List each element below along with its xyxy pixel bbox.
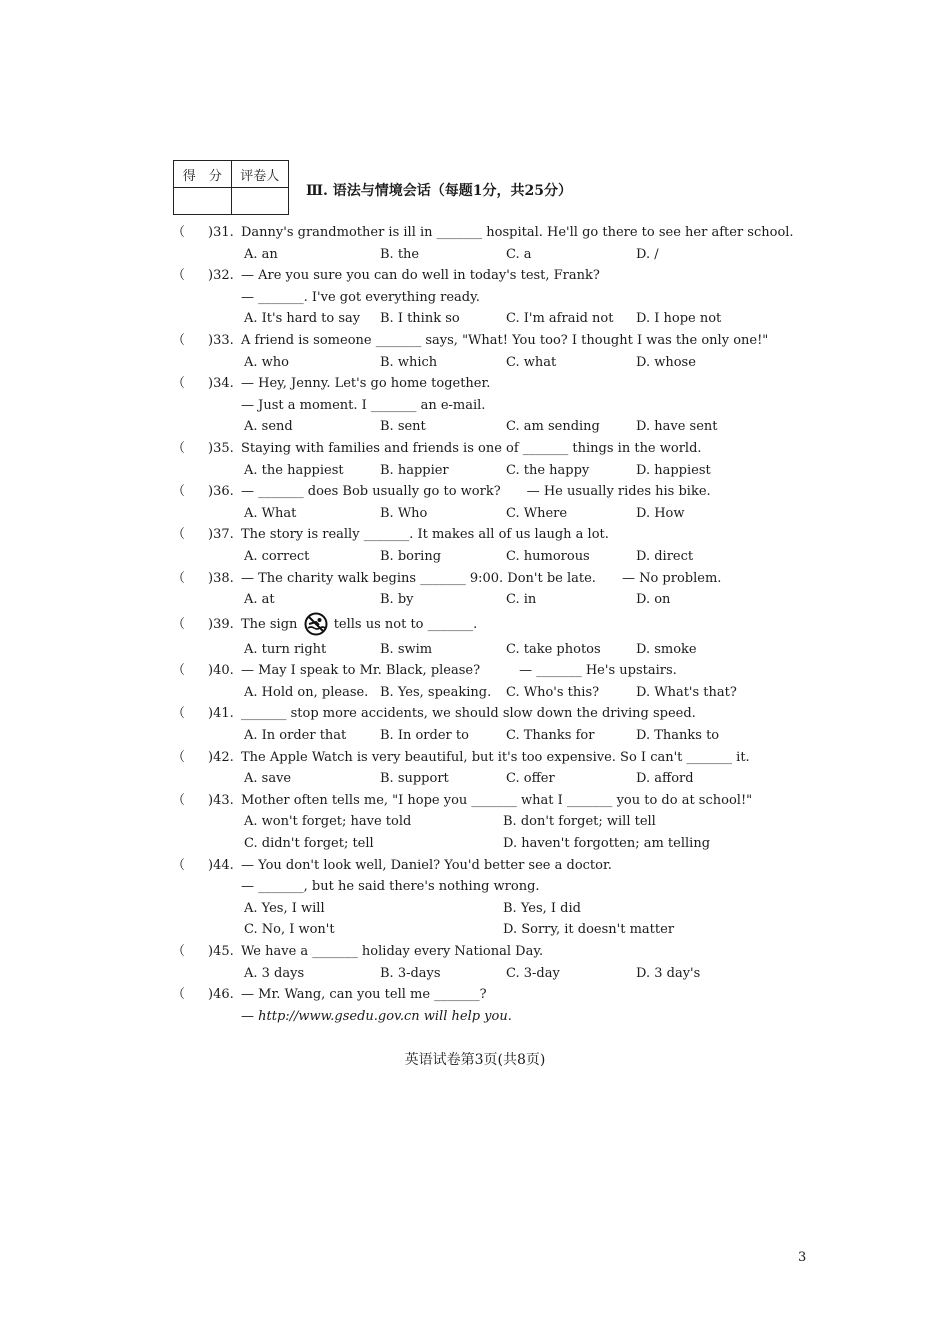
page-number: 3 <box>798 1250 807 1265</box>
question-stem: We have a _______ holiday every National Day. <box>241 944 544 959</box>
option-c: C. Who's this? <box>506 684 600 700</box>
answer-bracket[interactable]: （ <box>172 376 186 392</box>
question-45 <box>0 941 950 984</box>
question-number: )43. <box>208 792 234 808</box>
question-38 <box>0 568 950 611</box>
question-number: )36. <box>208 484 234 500</box>
option-b: B. swim <box>380 641 433 657</box>
question-40 <box>0 660 950 703</box>
option-c: C. the happy <box>506 462 590 478</box>
question-stem: — Are you sure you can do well in today's test, Frank? <box>241 268 600 284</box>
option-d: D. have sent <box>636 419 718 435</box>
option-c: C. in <box>506 592 537 608</box>
question-stem <box>241 611 477 639</box>
answer-bracket[interactable]: （ <box>172 570 186 586</box>
question-33 <box>0 330 950 373</box>
question-stem: _______ stop more accidents, we should slow down the driving speed. <box>241 706 696 722</box>
option-b: B. the <box>380 246 420 262</box>
option-c: C. No, I won't <box>244 922 335 938</box>
option-a: A. What <box>244 505 297 521</box>
question-44 <box>0 855 950 941</box>
question-number: )42. <box>208 749 234 765</box>
section-title: Ⅲ. 语法与情境会话（每题1分，共25分） <box>306 183 573 199</box>
option-a: A. turn right <box>244 641 327 657</box>
answer-bracket[interactable]: （ <box>172 332 186 348</box>
option-c: C. offer <box>506 771 555 787</box>
question-stem-reply: — http://www.gsedu.gov.cn will help you. <box>241 1008 512 1024</box>
option-d: D. What's that? <box>636 684 737 700</box>
question-stem: Danny's grandmother is ill in _______ hospital. He'll go there to see her after school. <box>241 225 794 240</box>
answer-bracket[interactable]: （ <box>172 663 186 679</box>
question-stem: — You don't look well, Daniel? You'd better see a doctor. <box>241 857 612 873</box>
question-46 <box>0 984 950 1027</box>
option-a: A. Hold on, please. <box>244 684 369 700</box>
answer-bracket[interactable]: （ <box>172 440 186 456</box>
question-number: )44. <box>208 857 234 873</box>
answer-bracket[interactable]: （ <box>172 749 186 765</box>
question-stem: A friend is someone _______ says, "What! You too? I thought I was the only one!" <box>241 332 769 348</box>
question-37 <box>0 524 950 567</box>
option-d: D. direct <box>636 548 694 564</box>
answer-bracket[interactable]: （ <box>172 944 186 959</box>
question-number: )33. <box>208 332 234 348</box>
option-d: D. How <box>636 505 685 521</box>
option-d: D. afford <box>636 771 694 787</box>
score-cell <box>174 188 232 215</box>
option-a: A. an <box>244 246 278 262</box>
question-stem: The story is really _______. It makes all of us laugh a lot. <box>241 527 609 543</box>
score-box <box>173 160 289 215</box>
question-number: )45. <box>208 944 234 959</box>
option-a: A. 3 days <box>244 965 305 981</box>
question-stem: — May I speak to Mr. Black, please? — _______ He's upstairs. <box>241 663 677 679</box>
answer-bracket[interactable]: （ <box>172 268 186 284</box>
question-stem-reply: — _______. I've got everything ready. <box>241 289 480 305</box>
question-number: )32. <box>208 268 234 284</box>
option-b: B. Who <box>380 505 428 521</box>
option-d: D. happiest <box>636 462 711 478</box>
option-d: D. haven't forgotten; am telling <box>503 836 711 852</box>
question-stem-reply: — _______, but he said there's nothing wrong. <box>241 879 540 895</box>
option-b: B. sent <box>380 419 426 435</box>
score-label: 得 分 <box>174 161 232 188</box>
question-34 <box>0 373 950 438</box>
question-31 <box>0 222 950 265</box>
option-a: A. save <box>244 771 292 787</box>
question-stem: — _______ does Bob usually go to work? — He usually rides his bike. <box>241 484 711 500</box>
option-b: B. by <box>380 592 414 608</box>
question-stem: The Apple Watch is very beautiful, but it's too expensive. So I can't _______ it. <box>241 749 750 765</box>
option-a: A. It's hard to say <box>244 311 361 327</box>
option-b: B. I think so <box>380 311 460 327</box>
option-b: B. Yes, speaking. <box>380 684 492 700</box>
option-a: A. correct <box>244 548 310 564</box>
option-b: B. don't forget; will tell <box>503 814 656 830</box>
grader-label: 评卷人 <box>231 161 289 188</box>
answer-bracket[interactable]: （ <box>172 527 186 543</box>
question-number: )46. <box>208 987 234 1003</box>
question-39 <box>0 611 950 661</box>
answer-bracket[interactable]: （ <box>172 616 186 632</box>
option-c: C. humorous <box>506 548 590 564</box>
question-number: )38. <box>208 570 234 586</box>
no-swimming-sign-icon <box>304 612 328 636</box>
question-stem: Mother often tells me, "I hope you _______ what I _______ you to do at school!" <box>241 792 753 808</box>
question-stem-after: tells us not to _______. <box>333 616 478 632</box>
question-32 <box>0 265 950 330</box>
option-c: C. what <box>506 354 557 370</box>
option-b: B. happier <box>380 462 449 478</box>
question-number: )35. <box>208 440 234 456</box>
answer-bracket[interactable]: （ <box>172 857 186 873</box>
question-35 <box>0 438 950 481</box>
question-list <box>0 222 950 1027</box>
question-stem-reply: — Just a moment. I _______ an e-mail. <box>241 397 486 413</box>
option-d: D. Sorry, it doesn't matter <box>503 922 675 938</box>
option-d: D. Thanks to <box>636 728 720 744</box>
question-number: )39. <box>208 616 234 632</box>
option-b: B. which <box>380 354 438 370</box>
option-d: D. / <box>636 246 659 262</box>
question-stem: — Mr. Wang, can you tell me _______? <box>241 987 487 1003</box>
option-a: A. send <box>244 419 293 435</box>
question-42 <box>0 747 950 790</box>
answer-bracket[interactable]: （ <box>172 706 186 722</box>
question-number: )40. <box>208 663 234 679</box>
question-stem-before: The sign <box>241 616 298 632</box>
option-c: C. I'm afraid not <box>506 311 614 327</box>
option-b: B. 3-days <box>380 965 441 981</box>
page-footer: 英语试卷第3页(共8页) <box>404 1052 546 1068</box>
option-c: C. a <box>506 246 532 262</box>
grader-cell <box>231 188 289 215</box>
option-d: D. I hope not <box>636 311 722 327</box>
question-stem: Staying with families and friends is one of _______ things in the world. <box>241 440 702 456</box>
question-41 <box>0 703 950 746</box>
option-a: A. who <box>244 354 289 370</box>
option-a: A. Yes, I will <box>244 900 325 916</box>
option-c: C. am sending <box>506 419 600 435</box>
answer-bracket[interactable]: （ <box>172 987 186 1003</box>
option-b: B. Yes, I did <box>503 900 581 916</box>
option-b: B. In order to <box>380 728 469 744</box>
question-43 <box>0 790 950 855</box>
option-c: C. Where <box>506 505 568 521</box>
option-c: C. didn't forget; tell <box>244 836 374 852</box>
answer-bracket[interactable]: （ <box>172 225 186 240</box>
option-d: D. 3 day's <box>636 965 701 981</box>
option-d: D. whose <box>636 354 696 370</box>
question-stem: — The charity walk begins _______ 9:00. Don't be late. — No problem. <box>241 570 722 586</box>
option-a: A. at <box>244 592 275 608</box>
question-number: )34. <box>208 376 234 392</box>
answer-bracket[interactable]: （ <box>172 484 186 500</box>
answer-bracket[interactable]: （ <box>172 792 186 808</box>
option-d: D. on <box>636 592 671 608</box>
question-number: )41. <box>208 706 234 722</box>
option-a: A. In order that <box>244 728 347 744</box>
option-c: C. take photos <box>506 641 601 657</box>
option-b: B. boring <box>380 548 442 564</box>
question-number: )31. <box>208 225 234 240</box>
option-b: B. support <box>380 771 449 787</box>
option-d: D. smoke <box>636 641 697 657</box>
question-36 <box>0 481 950 524</box>
option-c: C. Thanks for <box>506 728 595 744</box>
option-a: A. the happiest <box>244 462 344 478</box>
option-c: C. 3-day <box>506 965 560 981</box>
question-number: )37. <box>208 527 234 543</box>
question-stem: — Hey, Jenny. Let's go home together. <box>241 376 491 392</box>
option-a: A. won't forget; have told <box>244 814 412 830</box>
